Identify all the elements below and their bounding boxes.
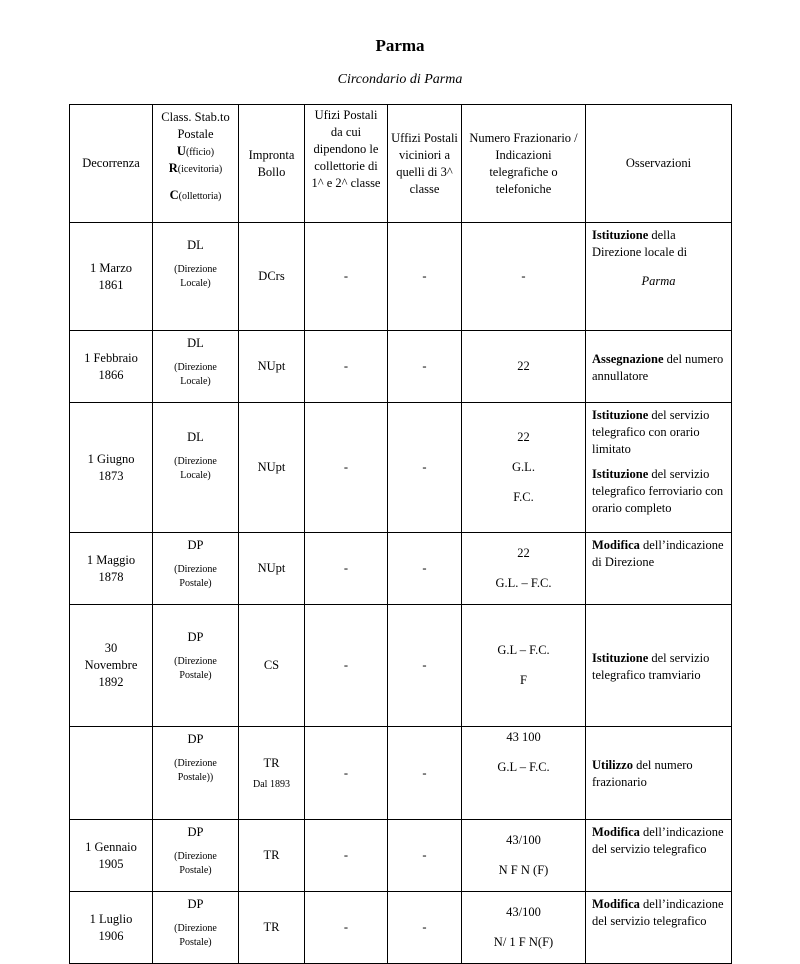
date-line: 1866 (98, 367, 124, 382)
class-description: Locale) (180, 470, 211, 481)
class-code: DL (187, 238, 204, 252)
numero-line: 22 (517, 359, 530, 373)
numero-line: G.L – F.C. (497, 643, 550, 657)
cell-osservazioni (586, 223, 732, 331)
cell-ufizi-3: - (388, 331, 462, 403)
header-ufizi-3: Uffizi Postali viciniori a quelli di 3^ classe (388, 105, 462, 223)
observation-text (592, 757, 725, 791)
date-line: 1 Luglio (89, 911, 133, 926)
header-class-c-rest: (ollettoria) (178, 191, 222, 202)
observation-rest: del numero annullatore (592, 351, 724, 383)
class-description: (Direzione (174, 362, 217, 373)
class-code: DP (187, 538, 204, 552)
observation-text (592, 537, 725, 571)
cell-ufizi-1-2: - (305, 892, 388, 964)
observation-keyword: Istituzione (592, 650, 649, 665)
bollo-code: TR (263, 848, 280, 862)
observation-rest: del servizio telegrafico ferroviario con orario completo (592, 467, 724, 515)
observation-keyword: Istituzione (592, 408, 649, 422)
observation-rest: dell’indicazione del servizio telegrafico (592, 897, 724, 928)
class-description: Postale) (179, 578, 212, 589)
cell-ufizi-1-2: - (305, 403, 388, 533)
cell-decorrenza (70, 727, 153, 820)
observation-rest: del servizio telegrafico con orario limitato (592, 408, 710, 456)
header-decorrenza: Decorrenza (70, 105, 153, 223)
observation-rest: del servizio telegrafico tramviario (592, 650, 710, 682)
bollo-code: CS (263, 658, 280, 672)
date-line: 1 Gennaio (85, 839, 137, 854)
cell-impronta-bollo (239, 605, 305, 727)
header-class-u-rest: (fficio) (185, 147, 215, 158)
observation-keyword: Utilizzo (592, 758, 633, 772)
cell-numero-frazionario (462, 892, 586, 964)
cell-ufizi-3: - (388, 820, 462, 892)
class-description: Locale) (180, 376, 211, 387)
header-osservazioni: Osservazioni (586, 105, 732, 223)
observation-keyword: Istituzione (592, 228, 649, 242)
table-row (70, 727, 732, 820)
cell-impronta-bollo (239, 727, 305, 820)
numero-line: - (521, 269, 526, 283)
bollo-code: NUpt (257, 561, 286, 575)
observation-rest: dell’indicazione del servizio telegrafico (592, 825, 724, 856)
observation-italic: Parma (641, 274, 676, 288)
page-title: Parma (375, 36, 425, 55)
cell-ufizi-1-2: - (305, 331, 388, 403)
date-line: 30 (104, 641, 118, 655)
table-row (70, 533, 732, 605)
numero-line: N F N (F) (498, 863, 549, 877)
cell-classificazione (153, 223, 239, 331)
observation-keyword: Istituzione (592, 467, 649, 481)
numero-line: 43 100 (506, 730, 541, 744)
class-description: (Direzione (174, 758, 217, 769)
class-code: DL (187, 336, 204, 350)
cell-ufizi-3: - (388, 533, 462, 605)
cell-numero-frazionario (462, 403, 586, 533)
header-ufizi-1-2: Ufizi Postali da cui dipendono le collettorie di 1^ e 2^ classe (305, 105, 388, 223)
cell-osservazioni (586, 331, 732, 403)
bollo-code: TR (263, 755, 280, 770)
cell-numero-frazionario (462, 533, 586, 605)
page-subtitle: Circondario di Parma (337, 72, 463, 87)
numero-line: N/ 1 F N(F) (493, 935, 554, 949)
numero-line: G.L – F.C. (497, 760, 550, 774)
class-description: Postale) (179, 670, 212, 681)
cell-decorrenza (70, 820, 153, 892)
cell-ufizi-1-2: - (305, 605, 388, 727)
header-class-line2: Postale (177, 127, 214, 141)
cell-numero-frazionario (462, 605, 586, 727)
class-description: (Direzione (174, 264, 217, 275)
numero-line: F.C. (513, 490, 534, 504)
observation-text (592, 227, 725, 261)
observation-rest: dell’indicazione di Direzione (592, 538, 724, 569)
table-row (70, 331, 732, 403)
cell-ufizi-3: - (388, 727, 462, 820)
cell-impronta-bollo (239, 403, 305, 533)
class-description: Postale) (179, 865, 212, 876)
class-description: Postale) (179, 937, 212, 948)
class-description: (Direzione (174, 656, 217, 667)
date-line: 1861 (98, 277, 124, 292)
cell-decorrenza (70, 533, 153, 605)
cell-classificazione (153, 533, 239, 605)
date-line: 1906 (98, 928, 124, 943)
cell-ufizi-1-2: - (305, 533, 388, 605)
cell-impronta-bollo (239, 533, 305, 605)
observation-text (592, 650, 725, 684)
date-line: 1878 (98, 569, 124, 584)
cell-decorrenza (70, 331, 153, 403)
observation-rest: del numero frazionario (592, 758, 693, 789)
cell-decorrenza (70, 223, 153, 331)
cell-impronta-bollo (239, 820, 305, 892)
observation-keyword: Modifica (592, 538, 640, 552)
cell-classificazione (153, 727, 239, 820)
observation-text (592, 824, 725, 858)
class-description: Postale)) (177, 772, 214, 783)
header-class-line1: Class. Stab.to (161, 110, 230, 124)
cell-numero-frazionario (462, 223, 586, 331)
class-description: (Direzione (174, 456, 217, 467)
table-row (70, 892, 732, 964)
date-line: 1 Marzo (90, 260, 132, 275)
numero-line: G.L. – F.C. (495, 576, 552, 590)
numero-line: F (520, 673, 527, 687)
numero-line: G.L. (512, 460, 535, 474)
header-class-u-letter: U (176, 144, 186, 158)
cell-classificazione (153, 605, 239, 727)
table-row (70, 403, 732, 533)
cell-impronta-bollo (239, 892, 305, 964)
class-code: DP (187, 897, 204, 911)
header-class-c-letter: C (169, 188, 179, 202)
observation-keyword: Modifica (592, 897, 640, 911)
cell-osservazioni (586, 605, 732, 727)
cell-classificazione (153, 892, 239, 964)
numero-line: 43/100 (506, 833, 541, 847)
cell-ufizi-1-2: - (305, 223, 388, 331)
class-code: DP (187, 825, 204, 839)
header-row (70, 105, 732, 223)
observation-rest: della Direzione locale di (592, 228, 688, 259)
cell-decorrenza (70, 605, 153, 727)
observation-keyword: Assegnazione (592, 351, 664, 366)
cell-impronta-bollo (239, 331, 305, 403)
bollo-code: NUpt (257, 460, 286, 474)
bollo-note: Dal 1893 (253, 778, 290, 790)
cell-ufizi-3: - (388, 892, 462, 964)
date-line: 1 Maggio (86, 552, 136, 567)
class-description: (Direzione (174, 923, 217, 934)
date-line: Novembre (84, 658, 138, 672)
class-description: Locale) (180, 278, 211, 289)
bollo-code: DCrs (258, 269, 285, 283)
cell-decorrenza (70, 892, 153, 964)
date-line: 1 Giugno (87, 451, 135, 466)
date-line: 1892 (98, 675, 124, 689)
cell-osservazioni (586, 820, 732, 892)
cell-osservazioni (586, 892, 732, 964)
cell-impronta-bollo (239, 223, 305, 331)
cell-numero-frazionario (462, 820, 586, 892)
bollo-code: NUpt (257, 359, 286, 373)
cell-decorrenza (70, 403, 153, 533)
numero-line: 22 (517, 546, 530, 560)
class-description: (Direzione (174, 851, 217, 862)
cell-ufizi-3: - (388, 605, 462, 727)
header-class-r-letter: R (168, 161, 178, 175)
header-impronta-bollo: Impronta Bollo (239, 105, 305, 223)
postal-history-table (69, 104, 732, 964)
observation-text (592, 466, 725, 517)
table-row (70, 820, 732, 892)
date-line: 1 Febbraio (84, 350, 138, 365)
numero-line: 43/100 (506, 905, 541, 919)
table-row (70, 605, 732, 727)
cell-numero-frazionario (462, 331, 586, 403)
cell-osservazioni (586, 533, 732, 605)
class-code: DL (187, 430, 204, 444)
cell-classificazione (153, 331, 239, 403)
cell-osservazioni (586, 727, 732, 820)
observation-text (592, 896, 725, 930)
cell-osservazioni (586, 403, 732, 533)
cell-classificazione (153, 820, 239, 892)
header-classificazione (153, 105, 239, 223)
date-line: 1905 (98, 856, 124, 871)
header-numero-frazionario: Numero Frazionario / Indicazioni telegrafiche o telefoniche (462, 105, 586, 223)
cell-ufizi-3: - (388, 403, 462, 533)
cell-ufizi-1-2: - (305, 820, 388, 892)
header-class-r-rest: (icevitoria) (177, 164, 223, 175)
class-code: DP (187, 732, 204, 746)
numero-line: 22 (517, 430, 530, 444)
table-row (70, 223, 732, 331)
date-line: 1873 (98, 468, 124, 483)
class-code: DP (187, 630, 204, 644)
observation-text (592, 351, 725, 385)
cell-ufizi-3: - (388, 223, 462, 331)
cell-numero-frazionario (462, 727, 586, 820)
observation-keyword: Modifica (592, 825, 640, 839)
cell-ufizi-1-2: - (305, 727, 388, 820)
observation-text (592, 407, 725, 458)
cell-classificazione (153, 403, 239, 533)
class-description: (Direzione (174, 564, 217, 575)
bollo-code: TR (263, 920, 280, 934)
